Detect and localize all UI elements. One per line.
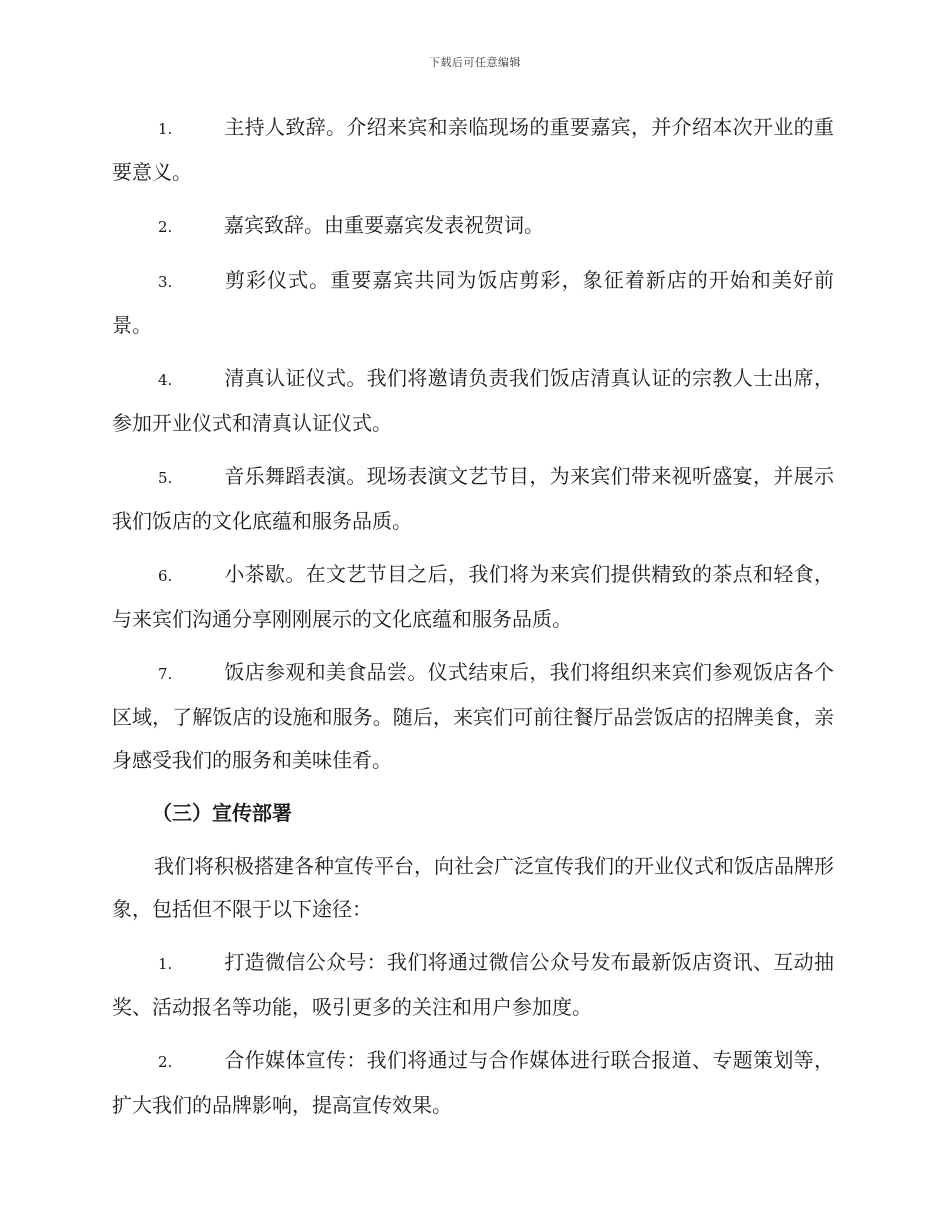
list-item-number: 6. [158,567,173,585]
list-item-text: 打造微信公众号：我们将通过微信公众号发布最新饭店资讯、互动抽奖、活动报名等功能，吸引更多的关注和用户参加度。 [112,950,834,1019]
list-item [112,204,834,249]
list-item-text: 剪彩仪式。重要嘉宾共同为饭店剪彩，象征着新店的开始和美好前景。 [112,268,834,337]
list-item-text: 嘉宾致辞。由重要嘉宾发表祝贺词。 [224,213,544,237]
page-header: 下载后可任意编辑 [429,56,521,69]
list-item [112,553,834,641]
section-intro: 我们将积极搭建各种宣传平台，向社会广泛宣传我们的开业仪式和饭店品牌形象，包括但不限于以下途径： [112,854,834,921]
document-body [112,106,834,1137]
list-item-number: 1. [158,955,173,973]
list-item-number: 4. [158,371,173,389]
list-item [112,259,834,347]
list-item [112,1039,834,1127]
list-item-text: 清真认证仪式。我们将邀请负责我们饭店清真认证的宗教人士出席，参加开业仪式和清真认证仪式。 [112,366,834,435]
list-item-number: 5. [158,469,173,487]
list-item [112,106,834,194]
section-heading: （三）宣传部署 [152,801,292,825]
list-item-text: 主持人致辞。介绍来宾和亲临现场的重要嘉宾，并介绍本次开业的重要意义。 [112,115,834,184]
list-item-number: 7. [158,665,173,683]
list-item [112,941,834,1029]
list-item [112,651,834,782]
list-item-text: 饭店参观和美食品尝。仪式结束后，我们将组织来宾们参观饭店各个区域，了解饭店的设施和服务。随后，来宾们可前往餐厅品尝饭店的招牌美食，亲身感受我们的服务和美味佳肴。 [112,660,834,772]
list-item-number: 2. [158,1053,173,1071]
list-item-text: 音乐舞蹈表演。现场表演文艺节目，为来宾们带来视听盛宴，并展示我们饭店的文化底蕴和服务品质。 [112,464,834,533]
list-item-text: 小茶歇。在文艺节目之后，我们将为来宾们提供精致的茶点和轻食，与来宾们沟通分享刚刚展示的文化底蕴和服务品质。 [112,562,834,631]
list-item-number: 1. [158,120,173,138]
list-item-number: 2. [158,218,173,236]
list-item [112,455,834,543]
list-item-number: 3. [158,273,173,291]
list-item-text: 合作媒体宣传：我们将通过与合作媒体进行联合报道、专题策划等，扩大我们的品牌影响，提高宣传效果。 [112,1048,834,1117]
list-item [112,357,834,445]
